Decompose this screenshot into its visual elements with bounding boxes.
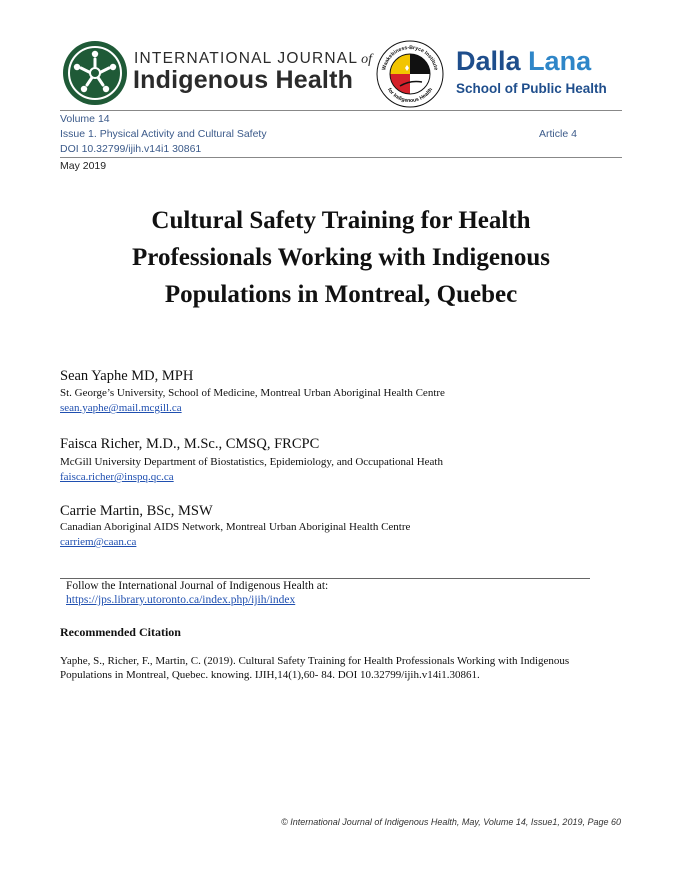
title-line-1: Cultural Safety Training for Health xyxy=(151,207,531,234)
svg-text:for Indigenous Health: for Indigenous Health xyxy=(385,87,435,105)
author-3-affiliation: Canadian Aboriginal AIDS Network, Montreal Urban Aboriginal Health Centre xyxy=(60,521,411,533)
author-1-affiliation: St. George’s University, School of Medicine, Montreal Urban Aboriginal Health Centre xyxy=(60,387,445,399)
author-3-name: Carrie Martin, BSc, MSW xyxy=(60,503,213,519)
article-title xyxy=(60,202,622,313)
svg-text:Waakebiness-Bryce Institute: Waakebiness-Bryce Institute xyxy=(381,44,439,71)
publication-date: May 2019 xyxy=(60,160,107,172)
volume-label: Volume 14 xyxy=(60,113,110,125)
doi-label: DOI 10.32799/ijih.v14i1 30861 xyxy=(60,143,202,155)
journal-name-line2: Indigenous Health xyxy=(133,66,354,94)
page-footer: © International Journal of Indigenous Health, May, Volume 14, Issue1, 2019, Page 60 xyxy=(281,817,621,827)
dalla-lana-subtitle: School of Public Health xyxy=(456,81,607,96)
issue-label: Issue 1. Physical Activity and Cultural Safety xyxy=(60,128,267,140)
author-3-email-link[interactable]: carriem@caan.ca xyxy=(60,536,137,548)
journal-index-link[interactable]: https://jps.library.utoronto.ca/index.php/ijih/index xyxy=(66,594,296,606)
author-1-name: Sean Yaphe MD, MPH xyxy=(60,368,194,384)
follow-divider xyxy=(60,578,590,579)
header-divider-bottom xyxy=(60,157,622,158)
ijih-logo-icon xyxy=(62,40,128,106)
title-line-3: Populations in Montreal, Quebec xyxy=(164,281,518,308)
article-number-label: Article 4 xyxy=(539,128,577,140)
medicine-wheel-logo-icon xyxy=(376,40,444,108)
follow-text: Follow the International Journal of Indigenous Health at: xyxy=(66,580,329,592)
author-2-affiliation: McGill University Department of Biostatistics, Epidemiology, and Occupational Heath xyxy=(60,456,443,468)
header-divider-top xyxy=(60,110,622,111)
lana-word: Lana xyxy=(528,46,592,76)
title-line-2: Professionals Working with Indigenous xyxy=(132,244,550,271)
author-1-email-link[interactable]: sean.yaphe@mail.mcgill.ca xyxy=(60,402,182,414)
author-2-name: Faisca Richer, M.D., M.Sc., CMSQ, FRCPC xyxy=(60,436,320,452)
author-2-email-link[interactable]: faisca.richer@inspq.qc.ca xyxy=(60,471,174,483)
citation-heading: Recommended Citation xyxy=(60,625,181,639)
journal-name-of: of xyxy=(361,52,373,67)
dalla-word: Dalla xyxy=(456,46,521,76)
dalla-lana-wordmark xyxy=(456,46,591,77)
journal-name-text: INTERNATIONAL JOURNAL xyxy=(134,50,359,67)
citation-text: Yaphe, S., Richer, F., Martin, C. (2019). Cultural Safety Training for Health Professionals Working with Indigenous Populations in Montreal, Quebec. knowing. IJIH,14(1),60- 84. DOI 10.32799/ijih.v14i1.30861. xyxy=(60,655,570,681)
